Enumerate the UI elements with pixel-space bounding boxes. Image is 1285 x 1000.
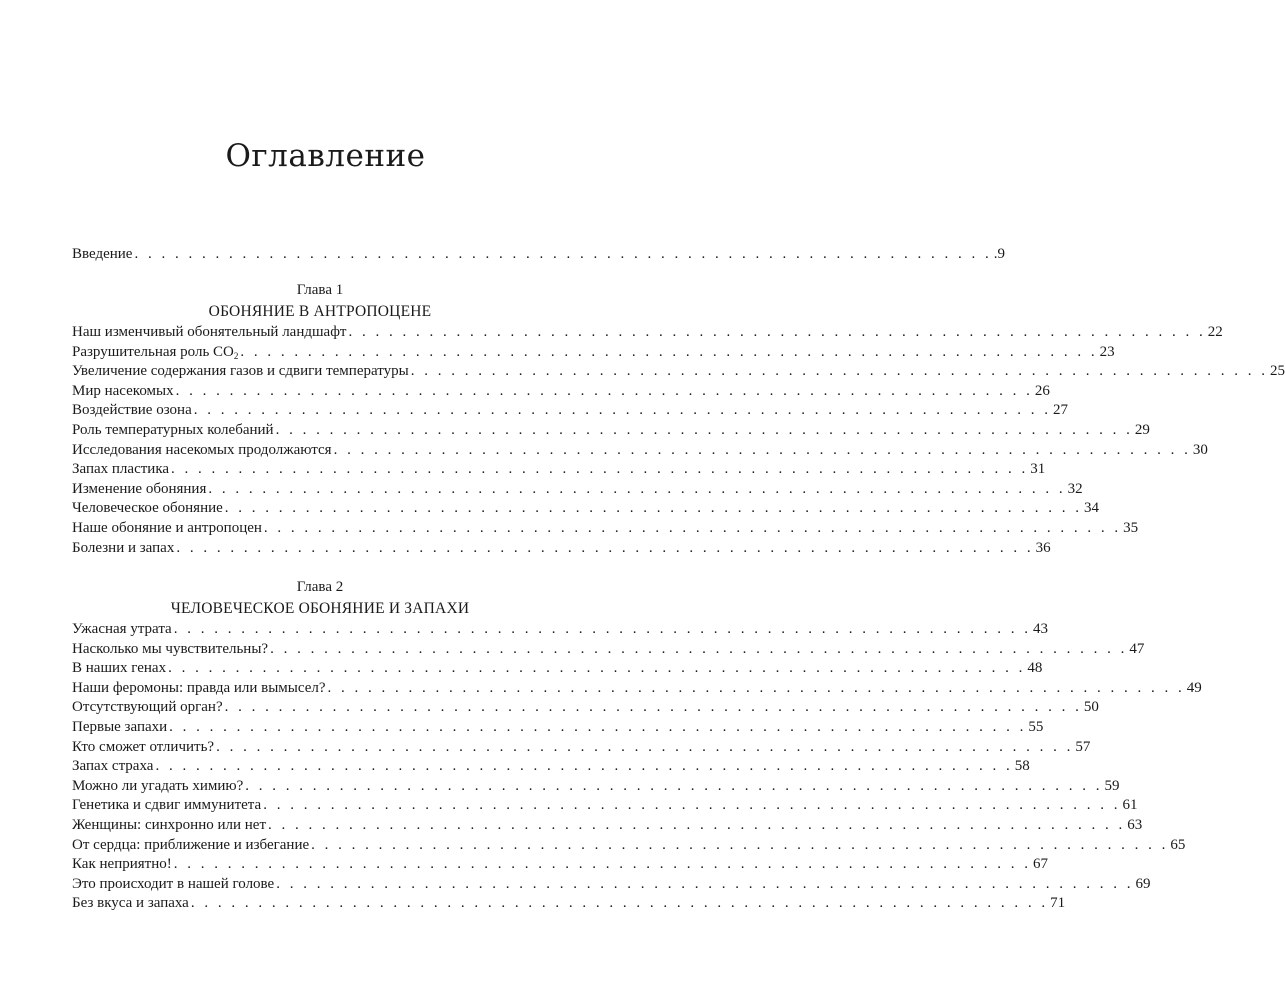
toc-entry-page: 27 xyxy=(1052,402,1068,419)
toc-entry[interactable] xyxy=(72,421,1150,441)
dot-leader: . . . . . . . . . . . . . . . . . . . . . . . . . . . . . . . . . . . . . . . . . . . . . . . . . . . . . . . . . . . . . . . . xyxy=(216,738,1074,755)
dot-leader: . . . . . . . . . . . . . . . . . . . . . . . . . . . . . . . . . . . . . . . . . . . . . . . . . . . . . . . . . . . . . . . . xyxy=(168,660,1026,677)
toc-entry[interactable] xyxy=(72,816,1143,836)
toc-entry-page: 48 xyxy=(1027,660,1043,677)
toc-entry-label: Как неприятно! xyxy=(72,856,172,873)
toc-entry-label: Отсутствующий орган? xyxy=(72,699,223,716)
toc-entry-page: 26 xyxy=(1034,382,1050,399)
dot-leader: . . . . . . . . . . . . . . . . . . . . . . . . . . . . . . . . . . . . . . . . . . . . . . . . . . . . . . . . . . . . . . . . xyxy=(173,621,1031,637)
toc-entry[interactable] xyxy=(72,382,1050,402)
dot-leader: . . . . . . . . . . . . . . . . . . . . . . . . . . . . . . . . . . . . . . . . . . . . . . . . . . . . . . . . . . . . . . . . xyxy=(193,402,1051,419)
toc-entry[interactable] xyxy=(72,777,1120,797)
dot-leader: . . . . . . . . . . . . . . . . . . . . . . . . . . . . . . . . . . . . . . . . . . . . . . . . . . . . . . . . . . . . . . . . xyxy=(240,343,1098,360)
toc-entry-page: 55 xyxy=(1028,718,1044,735)
toc-entry-label: Увеличение содержания газов и сдвиги температуры xyxy=(72,363,409,380)
toc-entry-page: 59 xyxy=(1104,777,1120,794)
chapter-number: Глава 2 xyxy=(296,579,344,595)
toc-entry-label: Воздействие озона xyxy=(72,402,192,419)
toc-entry[interactable] xyxy=(72,659,1043,679)
chapter-2-section xyxy=(72,576,1202,914)
toc-entry-page: 49 xyxy=(1186,679,1202,696)
dot-leader: . . . . . . . . . . . . . . . . . . . . . . . . . . . . . . . . . . . . . . . . . . . . . . . . . . . . . . . . . . . . . . . . xyxy=(208,480,1066,497)
toc-entry-page: 30 xyxy=(1192,441,1208,458)
toc-entry[interactable] xyxy=(72,698,1099,718)
toc-entry[interactable] xyxy=(72,460,1046,480)
toc-entry-page: 69 xyxy=(1135,875,1151,892)
toc-entry-label: Наш изменчивый обонятельный ландшафт xyxy=(72,324,347,340)
toc-entry-label: Без вкуса и запаха xyxy=(72,895,189,912)
dot-leader: . . . . . . . . . . . . . . . . . . . . . . . . . . . . . . . . . . . . . . . . . . . . . . . . . . . . . . . . . . . . . . . . xyxy=(263,797,1121,814)
toc-entry-label: Мир насекомых xyxy=(72,382,174,399)
toc-entry-page: 22 xyxy=(1207,324,1223,340)
toc-entry-label-text: Разрушительная роль CO xyxy=(72,343,234,360)
dot-leader: . . . . . . . . . . . . . . . . . . . . . . . . . . . . . . . . . . . . . . . . . . . . . . . . . . . . . . . . . . . . . . . . xyxy=(276,875,1134,892)
toc-entry[interactable] xyxy=(72,401,1068,421)
toc-entry-label xyxy=(72,343,238,363)
dot-leader: . . . . . . . . . . . . . . . . . . . . . . . . . . . . . . . . . . . . . . . . . . . . . . . . . . . . . . . . . . . . . . . . xyxy=(134,246,992,262)
toc-entry-page: 35 xyxy=(1123,519,1139,536)
toc-entry-page: 34 xyxy=(1084,500,1100,517)
dot-leader: . . . . . . . . . . . . . . . . . . . . . . . . . . . . . . . . . . . . . . . . . . . . . . . . . . . . . . . . . . . . . . . . xyxy=(176,539,1034,556)
dot-leader: . . . . . . . . . . . . . . . . . . . . . . . . . . . . . . . . . . . . . . . . . . . . . . . . . . . . . . . . . . . . . . . . xyxy=(410,363,1268,380)
toc-entry[interactable] xyxy=(72,796,1138,816)
toc-entry-label: Это происходит в нашей голове xyxy=(72,875,275,892)
toc-entry[interactable] xyxy=(72,679,1202,699)
chapter-title: ОБОНЯНИЕ В АНТРОПОЦЕНЕ xyxy=(208,303,432,320)
toc-entry[interactable] xyxy=(72,519,1139,539)
dot-leader: . . . . . . . . . . . . . . . . . . . . . . . . . . . . . . . . . . . . . . . . . . . . . . . . . . . . . . . . . . . . . . . . xyxy=(333,441,1191,458)
toc-entry-page: 65 xyxy=(1170,836,1186,853)
dot-leader: . . . . . . . . . . . . . . . . . . . . . . . . . . . . . . . . . . . . . . . . . . . . . . . . . . . . . . . . . . . . . . . . xyxy=(173,856,1031,873)
dot-leader: . . . . . . . . . . . . . . . . . . . . . . . . . . . . . . . . . . . . . . . . . . . . . . . . . . . . . . . . . . . . . . . . xyxy=(190,895,1049,912)
dot-leader: . . . . . . . . . . . . . . . . . . . . . . . . . . . . . . . . . . . . . . . . . . . . . . . . . . . . . . . . . . . . . . . . xyxy=(311,836,1169,853)
toc-entry-label: Наши феромоны: правда или вымысел? xyxy=(72,679,326,696)
dot-leader: . . . . . . . . . . . . . . . . . . . . . . . . . . . . . . . . . . . . . . . . . . . . . . . . . . . . . . . . . . . . . . . . xyxy=(171,461,1029,478)
dot-leader: . . . . . . . . . . . . . . . . . . . . . . . . . . . . . . . . . . . . . . . . . . . . . . . . . . . . . . . . . . . . . . . . xyxy=(348,324,1206,340)
toc-entry-label: Роль температурных колебаний xyxy=(72,421,274,438)
chapter-title: ЧЕЛОВЕЧЕСКОЕ ОБОНЯНИЕ И ЗАПАХИ xyxy=(170,600,470,617)
dot-leader: . . . . . . . . . . . . . . . . . . . . . . . . . . . . . . . . . . . . . . . . . . . . . . . . . . . . . . . . . . . . . . . . xyxy=(169,718,1027,735)
toc-entry-label: Ужасная утрата xyxy=(72,621,172,637)
toc-entry-page: 25 xyxy=(1269,363,1285,380)
toc-entry-page: 29 xyxy=(1134,421,1150,438)
dot-leader: . . . . . . . . . . . . . . . . . . . . . . . . . . . . . . . . . . . . . . . . . . . . . . . . . . . . . . . . . . . . . . . . xyxy=(175,382,1033,399)
toc-entry-label: Болезни и запах xyxy=(72,539,175,556)
chapter-number: Глава 1 xyxy=(296,282,344,298)
toc-entry[interactable] xyxy=(72,343,1115,363)
toc-entry-label: Насколько мы чувствительны? xyxy=(72,640,269,657)
page-title: Оглавление xyxy=(225,138,426,174)
toc-entry-page: 23 xyxy=(1099,343,1115,360)
toc-entry-label: Можно ли угадать химию? xyxy=(72,777,244,794)
toc-entry-page: 43 xyxy=(1032,621,1048,637)
toc-entry-label: В наших генах xyxy=(72,660,167,677)
toc-entry[interactable] xyxy=(72,718,1044,738)
toc-entry-label: Кто сможет отличить? xyxy=(72,738,215,755)
dot-leader: . . . . . . . . . . . . . . . . . . . . . . . . . . . . . . . . . . . . . . . . . . . . . . . . . . . . . . . . . . . . . . . . xyxy=(270,640,1128,657)
dot-leader: . . . . . . . . . . . . . . . . . . . . . . . . . . . . . . . . . . . . . . . . . . . . . . . . . . . . . . . . . . . . . . . . xyxy=(245,777,1103,794)
toc-entry-label: От сердца: приближение и избегание xyxy=(72,836,310,853)
toc-entry-page: 58 xyxy=(1014,758,1030,775)
toc-entry[interactable] xyxy=(72,539,1051,559)
toc-entry-label: Наше обоняние и антропоцен xyxy=(72,519,262,536)
toc-entry-label: Запах пластика xyxy=(72,461,170,478)
toc-entry-page: 31 xyxy=(1030,461,1046,478)
toc-entry-page: 57 xyxy=(1075,738,1091,755)
toc-entry-page: 50 xyxy=(1083,699,1099,716)
toc-entry-label: Запах страха xyxy=(72,758,154,775)
dot-leader: . . . . . . . . . . . . . . . . . . . . . . . . . . . . . . . . . . . . . . . . . . . . . . . . . . . . . . . . . . . . . . . . xyxy=(224,500,1083,517)
toc-entry[interactable] xyxy=(72,855,1048,875)
dot-leader: . . . . . . . . . . . . . . . . . . . . . . . . . . . . . . . . . . . . . . . . . . . . . . . . . . . . . . . . . . . . . . . . xyxy=(224,699,1082,716)
toc-entry-intro[interactable] xyxy=(72,245,1005,265)
toc-entry-label: Человеческое обоняние xyxy=(72,500,223,517)
toc-entry[interactable] xyxy=(72,875,1151,895)
dot-leader: . . . . . . . . . . . . . . . . . . . . . . . . . . . . . . . . . . . . . . . . . . . . . . . . . . . . . . . . . . . . . . . . xyxy=(155,758,1013,775)
toc-entry[interactable] xyxy=(72,757,1030,777)
toc-entry[interactable] xyxy=(72,894,1066,914)
dot-leader: . . . . . . . . . . . . . . . . . . . . . . . . . . . . . . . . . . . . . . . . . . . . . . . . . . . . . . . . . . . . . . . . xyxy=(268,816,1126,833)
dot-leader: . . . . . . . . . . . . . . . . . . . . . . . . . . . . . . . . . . . . . . . . . . . . . . . . . . . . . . . . . . . . . . . . xyxy=(327,679,1185,696)
toc-entry-page: 67 xyxy=(1032,856,1048,873)
toc-entry-page: 61 xyxy=(1122,797,1138,814)
toc-entry[interactable] xyxy=(72,323,1223,343)
toc-entry-label: Генетика и сдвиг иммунитета xyxy=(72,797,262,814)
toc-entry-label: Введение xyxy=(72,246,133,262)
toc-entry[interactable] xyxy=(72,480,1083,500)
toc-entry-page: 36 xyxy=(1035,539,1051,556)
subscript: 2 xyxy=(233,350,239,361)
toc-entry[interactable] xyxy=(72,441,1208,461)
toc-entry[interactable] xyxy=(72,836,1186,856)
dot-leader: . . . . . . . . . . . . . . . . . . . . . . . . . . . . . . . . . . . . . . . . . . . . . . . . . . . . . . . . . . . . . . . . xyxy=(263,519,1122,536)
toc-entry[interactable] xyxy=(72,499,1100,519)
toc-entry-page: .9 xyxy=(993,246,1005,262)
toc-entry-page: 47 xyxy=(1129,640,1145,657)
toc-intro xyxy=(72,245,1005,265)
dot-leader: . . . . . . . . . . . . . . . . . . . . . . . . . . . . . . . . . . . . . . . . . . . . . . . . . . . . . . . . . . . . . . . . xyxy=(275,421,1133,438)
toc-entry-label: Исследования насекомых продолжаются xyxy=(72,441,332,458)
toc-entry[interactable] xyxy=(72,620,1048,640)
toc-entry[interactable] xyxy=(72,640,1145,660)
toc-entry-page: 32 xyxy=(1067,480,1083,497)
toc-entry-label: Женщины: синхронно или нет xyxy=(72,816,267,833)
toc-entry-label: Изменение обоняния xyxy=(72,480,207,497)
toc-entry[interactable] xyxy=(72,738,1091,758)
toc-entry[interactable] xyxy=(72,362,1285,382)
toc-entry-label: Первые запахи xyxy=(72,718,168,735)
toc-entry-page: 63 xyxy=(1127,816,1143,833)
toc-entry-page: 71 xyxy=(1050,895,1066,912)
chapter-1-section xyxy=(72,279,1285,558)
